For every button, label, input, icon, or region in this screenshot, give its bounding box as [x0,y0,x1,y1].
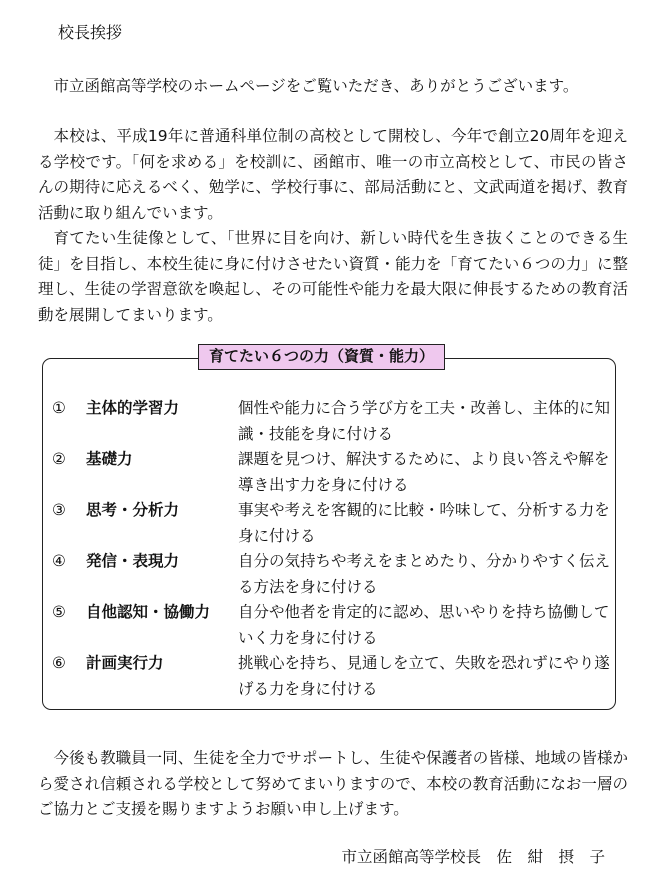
skill-name: 思考・分析力 [86,501,180,519]
closing-paragraph: 今後も教職員一同、生徒を全力でサポートし、生徒や保護者の皆様、地域の皆様から愛され信頼される学校として努めてまいりますので、本校の教育活動になお一層のご協力とご支援を賜りますようお願い申し上げます。 [38,749,628,818]
intro-section [38,124,628,328]
skill-description: 自分の気持ちや考えをまとめたり、分かりやすく伝える方法を身に付ける [238,552,611,596]
page-title: 校長挨拶 [58,23,123,42]
skill-name: 計画実行力 [86,654,164,672]
greeting-text: 市立函館高等学校のホームページをご覧いただき、ありがとうございます。 [53,77,579,95]
skill-number: ② [52,450,66,468]
skill-name: 主体的学習力 [86,399,180,417]
skill-description: 事実や考えを客観的に比較・吟味して、分析する力を身に付ける [238,501,610,545]
skill-description: 自分や他者を肯定的に認め、思いやりを持ち協働していく力を身に付ける [238,603,610,647]
skill-number: ⑤ [52,603,66,621]
skill-number: ① [52,399,66,417]
intro-paragraph-1: 本校は、平成19年に普通科単位制の高校として開校し、今年で創立20周年を迎える学校です。「何を求める」を校訓に、函館市、唯一の市立高校として、市民の皆さんの期待に応えるべく、勉学に、学校行事に、部局活動にと、文武両道を掲げ、教育活動に取り組んでいます。 [38,127,628,222]
skill-description: 課題を見つけ、解決するために、より良い答えや解を導き出す力を身に付ける [238,450,610,494]
skill-item [52,600,618,651]
skill-number: ③ [52,501,66,519]
skill-list [52,396,618,702]
skill-name: 自他認知・協働力 [86,603,211,621]
skill-item [52,498,618,549]
skill-name: 基礎力 [86,450,133,468]
closing-section [38,746,628,823]
skill-description: 挑戦心を持ち、見通しを立て、失敗を恐れずにやり遂げる力を身に付ける [238,654,610,698]
intro-paragraph-2: 育てたい生徒像として、「世界に目を向け、新しい時代を生き抜くことのできる生徒」を目指し、本校生徒に身に付けさせたい資質・能力を「育てたい６つの力」に整理し、生徒の学習意欲を喚起し、その可能性や能力を最大限に伸長するための教育活動を展開してまいります。 [38,229,628,324]
skill-number: ⑥ [52,654,66,672]
skill-name: 発信・表現力 [86,552,180,570]
skill-number: ④ [52,552,66,570]
skill-description: 個性や能力に合う学び方を工夫・改善し、主体的に知識・技能を身に付ける [238,399,611,443]
skill-item [52,549,618,600]
greeting-paragraph [38,74,628,100]
skills-box-heading: 育てたい６つの力（資質・能力） [198,344,445,370]
skill-item [52,447,618,498]
skill-item [52,651,618,702]
principal-signature: 市立函館高等学校長 佐 紺 摂 子 [341,848,605,866]
skill-item [52,396,618,447]
